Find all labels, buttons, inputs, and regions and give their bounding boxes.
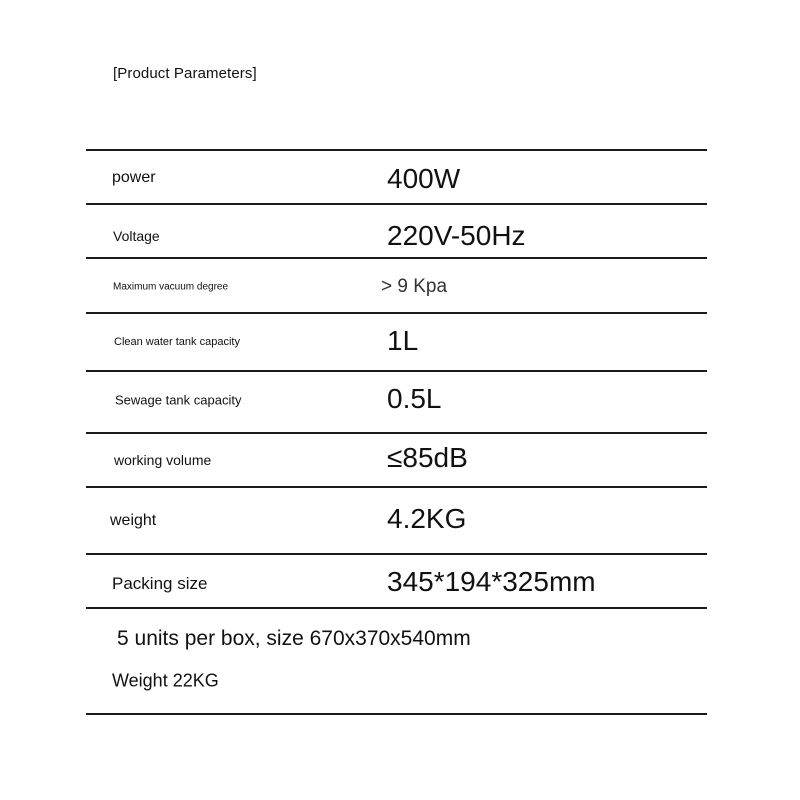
table-divider [86,553,707,555]
param-value-voltage: 220V-50Hz [387,220,526,251]
param-value-working-volume: ≤85dB [387,442,468,473]
table-divider [86,713,707,715]
table-divider [86,257,707,259]
param-value-clean-water-tank: 1L [387,325,419,356]
param-label-weight: weight [110,512,157,529]
param-label-sewage-tank: Sewage tank capacity [115,392,242,408]
table-divider [86,370,707,372]
param-label-working-volume: working volume [114,452,212,468]
param-value-vacuum: > 9 Kpa [381,276,448,297]
section-title: [Product Parameters] [113,65,257,82]
param-label-packing-size: Packing size [112,574,208,593]
param-value-packing-size: 345*194*325mm [387,566,596,597]
table-divider [86,149,707,151]
param-value-power: 400W [387,163,461,194]
param-label-vacuum: Maximum vacuum degree [113,281,229,293]
table-divider [86,312,707,314]
param-label-voltage: Voltage [113,228,160,244]
table-divider [86,203,707,205]
box-packing-note: 5 units per box, size 670x370x540mm [117,627,471,650]
table-divider [86,607,707,609]
table-divider [86,486,707,488]
param-value-weight: 4.2KG [387,503,467,534]
param-label-power: power [112,169,156,186]
table-divider [86,432,707,434]
box-weight-note: Weight 22KG [112,670,219,691]
param-value-sewage-tank: 0.5L [387,383,442,414]
param-label-clean-water-tank: Clean water tank capacity [114,336,240,348]
